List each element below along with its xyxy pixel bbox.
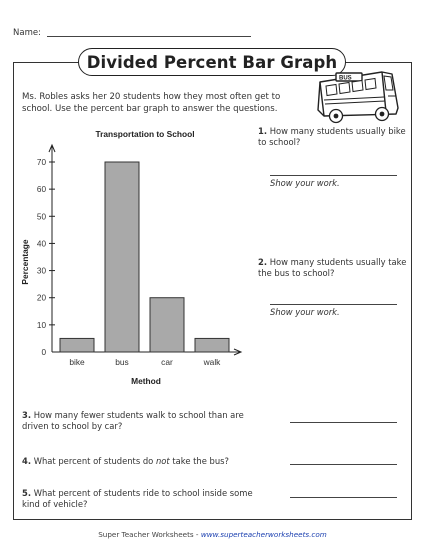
answer-line-2[interactable] <box>270 304 397 305</box>
question-4-text-emphasis: not <box>155 456 170 466</box>
y-tick-label: 0 <box>41 348 46 357</box>
answer-line-4[interactable] <box>290 464 397 465</box>
worksheet-title: Divided Percent Bar Graph <box>78 48 346 76</box>
question-1-text: How many students usually bike to school? <box>258 126 406 147</box>
bar-bus <box>105 162 139 352</box>
chart-title: Transportation to School <box>95 129 195 139</box>
x-tick-label: bus <box>115 357 129 367</box>
question-4-text-before: What percent of students do <box>33 456 156 466</box>
answer-line-3[interactable] <box>290 422 397 423</box>
y-tick-label: 50 <box>36 212 46 222</box>
answer-line-1[interactable] <box>270 175 397 176</box>
show-work-2: Show your work. <box>270 307 340 317</box>
x-tick-label: bike <box>69 357 85 367</box>
question-3 <box>22 410 262 432</box>
name-input-line[interactable] <box>47 36 251 37</box>
question-2-number: 2. <box>258 257 268 267</box>
question-3-number: 3. <box>22 410 32 420</box>
show-work-1: Show your work. <box>270 178 340 188</box>
bar-bike <box>60 338 94 352</box>
name-label: Name: <box>13 28 41 38</box>
intro-text: Ms. Robles asks her 20 students how they most often get to school. Use the percent bar graph to answer the questions. <box>22 92 281 114</box>
question-4-number: 4. <box>22 456 32 466</box>
y-tick-label: 70 <box>36 158 46 167</box>
question-4 <box>22 456 282 467</box>
bus-sign-label: BUS <box>339 75 352 82</box>
answer-line-5[interactable] <box>290 497 397 498</box>
chart-xlabel: Method <box>131 376 161 386</box>
y-tick-label: 60 <box>36 185 46 195</box>
y-tick-label: 30 <box>36 266 46 276</box>
question-1 <box>258 126 408 148</box>
question-5 <box>22 488 262 510</box>
footer-separator: - <box>193 530 201 539</box>
footer-link[interactable]: www.superteacherworksheets.com <box>200 530 327 539</box>
x-tick-label: car <box>161 357 173 367</box>
question-4-text-after: take the bus? <box>169 456 229 466</box>
question-5-text: What percent of students ride to school inside some kind of vehicle? <box>22 488 253 509</box>
footer <box>0 530 425 539</box>
question-5-number: 5. <box>22 488 32 498</box>
y-tick-label: 20 <box>36 293 46 303</box>
school-bus-icon <box>312 66 402 124</box>
question-2-text: How many students usually take the bus to school? <box>258 257 407 278</box>
x-tick-label: walk <box>203 357 221 367</box>
question-2 <box>258 257 408 279</box>
bar-walk <box>195 338 229 352</box>
question-3-text: How many fewer students walk to school than are driven to school by car? <box>22 410 244 431</box>
question-1-number: 1. <box>258 126 268 136</box>
percent-bar-chart <box>15 122 245 390</box>
chart-ylabel: Percentage <box>20 239 30 285</box>
y-tick-label: 10 <box>36 320 46 330</box>
footer-site-name: Super Teacher Worksheets <box>98 530 194 539</box>
y-tick-label: 40 <box>36 239 46 249</box>
bar-car <box>150 298 184 352</box>
